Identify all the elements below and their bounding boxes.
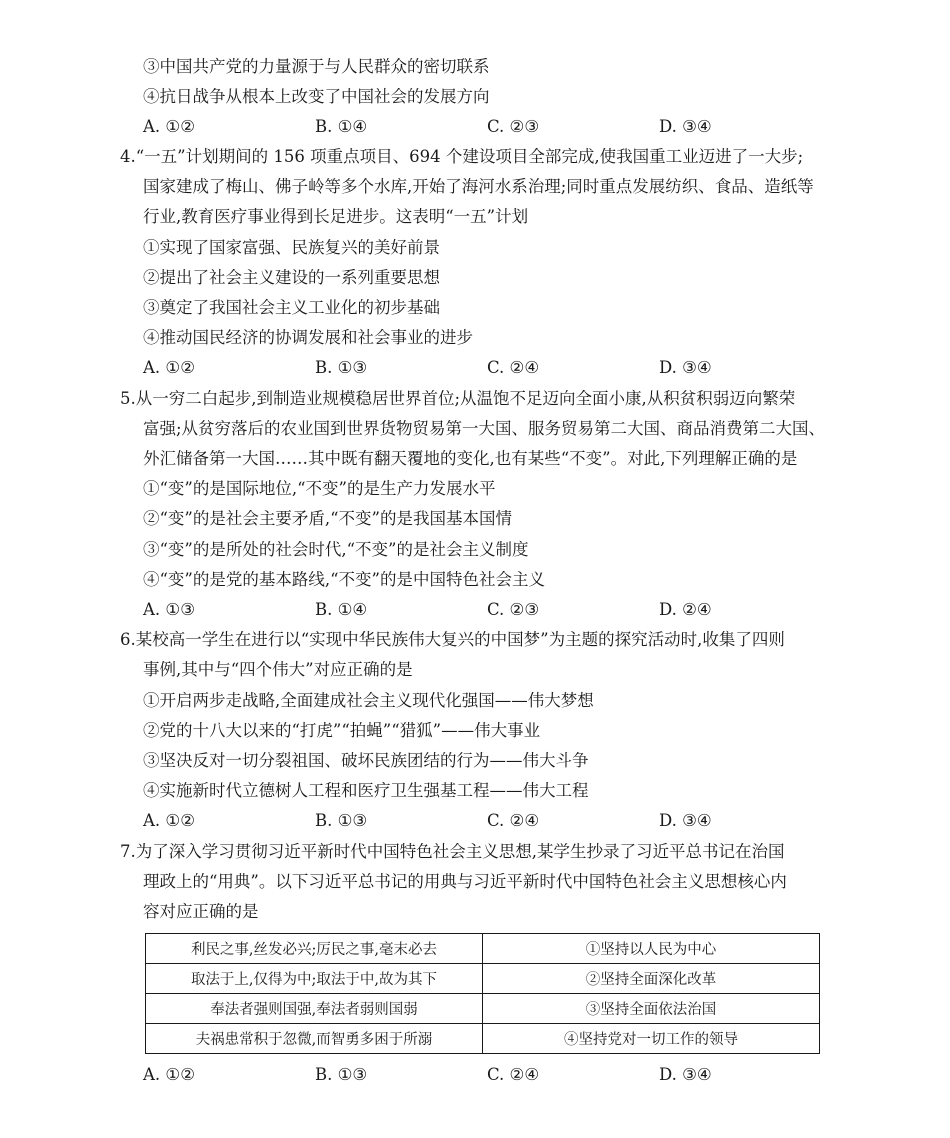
table-row (146, 964, 820, 994)
q3-choice-a: A. ①② (143, 117, 195, 136)
q3-choice-b: B. ①④ (315, 117, 368, 136)
q5-stem-line-1: 5.从一穷二白起步,到制造业规模稳居世界首位;从温饱不足迈向全面小康,从积贫积弱迈向繁荣 (120, 389, 796, 408)
q7-choices (143, 1064, 843, 1086)
q4-option-4: ④推动国民经济的协调发展和社会事业的进步 (143, 328, 473, 347)
q6-choices (143, 810, 843, 832)
q6-choice-c: C. ②④ (487, 811, 540, 830)
q6-choice-d: D. ③④ (659, 811, 712, 830)
q5-stem-line-2: 富强;从贫穷落后的农业国到世界货物贸易第一大国、服务贸易第二大国、商品消费第二大国、 (143, 419, 826, 438)
q4-choice-b: B. ①③ (315, 358, 368, 377)
principle-cell: ④坚持党对一切工作的领导 (483, 1024, 820, 1054)
q4-choice-d: D. ③④ (659, 358, 712, 377)
quote-cell: 利民之事,丝发必兴;厉民之事,毫末必去 (146, 934, 483, 964)
table-row (146, 1024, 820, 1054)
q4-option-2: ②提出了社会主义建设的一系列重要思想 (143, 268, 440, 287)
q3-choices (143, 116, 843, 138)
q6-choice-a: A. ①② (143, 811, 195, 830)
q5-option-4: ④“变”的是党的基本路线,“不变”的是中国特色社会主义 (143, 570, 545, 589)
q5-option-3: ③“变”的是所处的社会时代,“不变”的是社会主义制度 (143, 540, 529, 559)
q5-stem-line-3: 外汇储备第一大国……其中既有翻天覆地的变化,也有某些“不变”。对此,下列理解正确的是 (143, 449, 798, 468)
q3-choice-d: D. ③④ (659, 117, 712, 136)
q4-choices (143, 357, 843, 379)
q7-choice-b: B. ①③ (315, 1065, 368, 1084)
q3-option-4: ④抗日战争从根本上改变了中国社会的发展方向 (143, 87, 490, 106)
q4-stem-line-2: 国家建成了梅山、佛子岭等多个水库,开始了海河水系治理;同时重点发展纺织、食品、造纸等 (143, 177, 814, 196)
q7-quote-table (145, 933, 820, 1054)
q6-stem-line-1: 6.某校高一学生在进行以“实现中华民族伟大复兴的中国梦”为主题的探究活动时,收集了四则 (120, 630, 785, 649)
table-row (146, 994, 820, 1024)
q6-choice-b: B. ①③ (315, 811, 368, 830)
q5-choice-a: A. ①③ (143, 600, 195, 619)
q7-choice-d: D. ③④ (659, 1065, 712, 1084)
q4-stem-line-1: 4.“一五”计划期间的 156 项重点项目、694 个建设项目全部完成,使我国重工业迈进了一大步; (120, 147, 804, 166)
q5-choice-b: B. ①④ (315, 600, 368, 619)
q7-stem-line-3: 容对应正确的是 (143, 902, 259, 921)
q5-choice-d: D. ②④ (659, 600, 712, 619)
principle-cell: ②坚持全面深化改革 (483, 964, 820, 994)
q4-choice-a: A. ①② (143, 358, 195, 377)
q5-choice-c: C. ②③ (487, 600, 540, 619)
q5-choices (143, 599, 843, 621)
q4-option-1: ①实现了国家富强、民族复兴的美好前景 (143, 238, 440, 257)
principle-cell: ③坚持全面依法治国 (483, 994, 820, 1024)
q7-stem-line-2: 理政上的“用典”。以下习近平总书记的用典与习近平新时代中国特色社会主义思想核心内 (143, 872, 787, 891)
q3-choice-c: C. ②③ (487, 117, 540, 136)
q5-option-1: ①“变”的是国际地位,“不变”的是生产力发展水平 (143, 479, 496, 498)
q3-option-3: ③中国共产党的力量源于与人民群众的密切联系 (143, 57, 490, 76)
q6-option-2: ②党的十八大以来的“打虎”“拍蝇”“猎狐”——伟大事业 (143, 721, 541, 740)
q5-option-2: ②“变”的是社会主要矛盾,“不变”的是我国基本国情 (143, 509, 512, 528)
q6-stem-line-2: 事例,其中与“四个伟大”对应正确的是 (143, 660, 413, 679)
q4-choice-c: C. ②④ (487, 358, 540, 377)
quote-cell: 取法于上,仅得为中;取法于中,故为其下 (146, 964, 483, 994)
q7-choice-c: C. ②④ (487, 1065, 540, 1084)
quote-cell: 夫祸患常积于忽微,而智勇多困于所溺 (146, 1024, 483, 1054)
q6-option-1: ①开启两步走战略,全面建成社会主义现代化强国——伟大梦想 (143, 691, 594, 710)
principle-cell: ①坚持以人民为中心 (483, 934, 820, 964)
q6-option-4: ④实施新时代立德树人工程和医疗卫生强基工程——伟大工程 (143, 781, 589, 800)
q7-choice-a: A. ①② (143, 1065, 195, 1084)
q6-option-3: ③坚决反对一切分裂祖国、破坏民族团结的行为——伟大斗争 (143, 751, 589, 770)
quote-cell: 奉法者强则国强,奉法者弱则国弱 (146, 994, 483, 1024)
q4-option-3: ③奠定了我国社会主义工业化的初步基础 (143, 298, 440, 317)
q7-stem-line-1: 7.为了深入学习贯彻习近平新时代中国特色社会主义思想,某学生抄录了习近平总书记在治国 (120, 842, 785, 861)
table-row (146, 934, 820, 964)
q4-stem-line-3: 行业,教育医疗事业得到长足进步。这表明“一五”计划 (143, 207, 529, 226)
